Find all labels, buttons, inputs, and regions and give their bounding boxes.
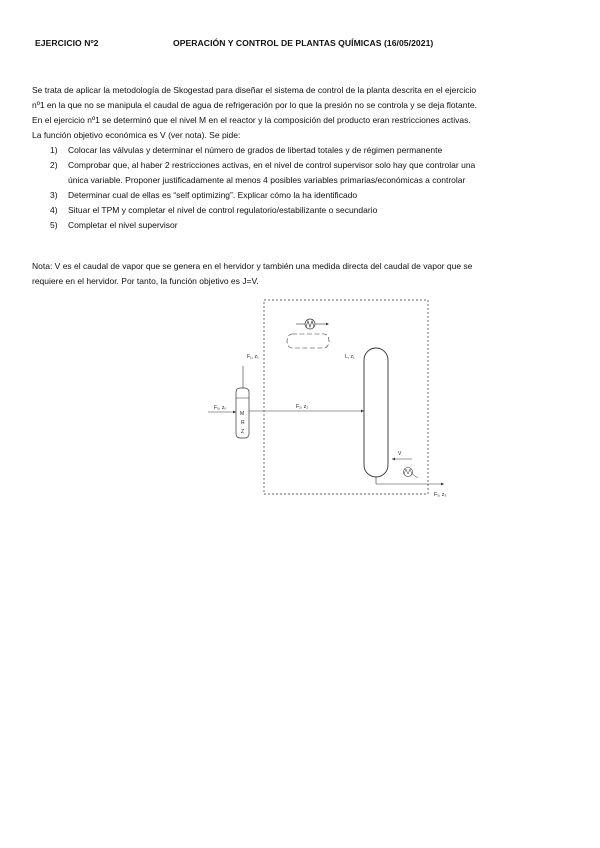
task-text: Comprobar que, al haber 2 restricciones activas, en el nivel de control supervisor solo hay que controlar una xyxy=(68,160,476,170)
note-line-1: Nota: V es el caudal de vapor que se genera en el hervidor y también una medida directa del caudal de vapor que se xyxy=(32,261,473,271)
task-number: 3) xyxy=(50,190,58,200)
reactor-label-z: Z xyxy=(241,429,245,435)
transfer-label: F₂, z₂ xyxy=(296,404,309,410)
plant-boundary xyxy=(264,300,428,494)
intro-line-1: Se trata de aplicar la metodología de Skogestad para diseñar el sistema de control de la planta descrita en el ejercicio xyxy=(32,85,477,95)
reboiler-icon xyxy=(404,468,419,479)
task-text: Completar el nivel supervisor xyxy=(68,220,178,230)
bottoms-arrow xyxy=(441,483,444,486)
intro-line-4: La función objetivo económica es V (ver nota). Se pide: xyxy=(32,130,241,140)
task-text: Situar el TPM y completar el nivel de control regulatorio/estabilizante o secundario xyxy=(68,205,378,215)
task-item xyxy=(32,143,572,158)
reactor-label-m: M xyxy=(240,411,245,417)
task-text: Determinar cual de ellas es “self optimizing”. Explicar cómo la ha identificado xyxy=(68,190,358,200)
feed-label: F₀, z₀ xyxy=(214,405,227,411)
intro-paragraph xyxy=(32,83,572,143)
task-item xyxy=(32,218,572,233)
task-item xyxy=(32,158,572,188)
note-line-2: requiere en el hervidor. Por tanto, la función objetivo es J=V. xyxy=(32,276,259,286)
task-item xyxy=(32,203,572,218)
document-title: OPERACIÓN Y CONTROL DE PLANTAS QUÍMICAS (16/05/2021) xyxy=(173,38,434,48)
reactor-top-label: F₁, z₁ xyxy=(247,354,259,360)
task-number: 2) xyxy=(50,160,58,170)
exercise-number: EJERCICIO Nº2 xyxy=(35,38,99,48)
reflux-drum xyxy=(287,334,329,348)
task-text: Colocar las válvulas y determinar el número de grados de libertad totales y de régimen permanente xyxy=(68,145,443,155)
bottoms-label: F₃, z₃ xyxy=(434,492,447,498)
reactor-label-r: R xyxy=(241,420,245,426)
task-item xyxy=(32,188,572,203)
task-text-continued: única variable. Proponer justificadamente al menos 4 posibles variables primarias/económicas a controlar xyxy=(68,175,466,185)
vapor-label: V xyxy=(398,451,402,457)
intro-line-2: nº1 en la que no se manipula el caudal de agua de refrigeración por lo que la presión no se controla y se deja flotante. xyxy=(32,100,477,110)
task-number: 5) xyxy=(50,220,58,230)
vapor-arrow xyxy=(392,458,395,461)
task-number: 4) xyxy=(50,205,58,215)
task-list xyxy=(32,143,572,233)
process-diagram xyxy=(196,296,466,510)
distillation-column xyxy=(364,348,388,477)
condenser-icon xyxy=(296,319,329,329)
task-number: 1) xyxy=(50,145,58,155)
intro-line-3: En el ejercicio nº1 se determinó que el nivel M en el reactor y la composición del producto eran restricciones activas. xyxy=(32,115,471,125)
note-paragraph xyxy=(32,259,572,289)
feed-arrow xyxy=(233,411,236,414)
reflux-label: L, z₁ xyxy=(345,354,355,360)
